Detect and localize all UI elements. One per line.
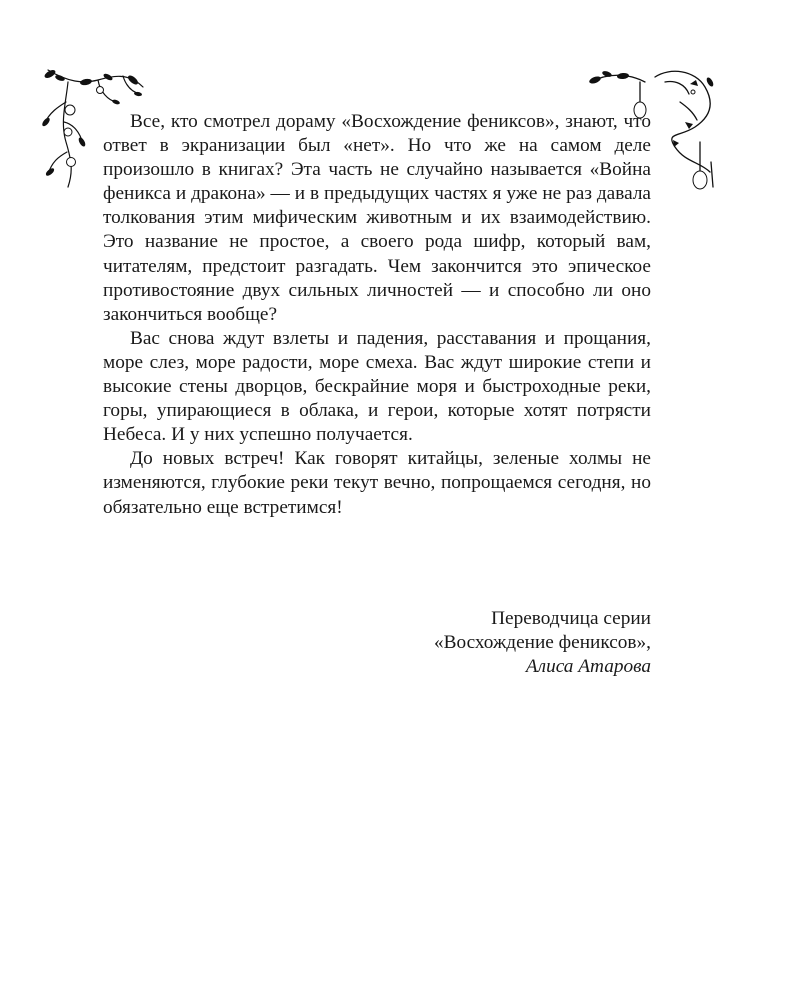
paragraph-3: До новых встреч! Как говорят китайцы, зеленые холмы не изменяются, глубокие реки текут вечно, попрощаемся сегодня, но обязательно еще встретимся! [103, 448, 651, 518]
signature-role: Переводчица серии [491, 608, 651, 629]
signature-series: «Восхождение фениксов», [433, 632, 651, 654]
paragraph-1: Все, кто смотрел дораму «Восхождение фениксов», знают, что ответ в экранизации был «нет». Но что же на самом деле произошло в книгах? Эта часть не случайно называется «Война феникса и дракона» — и в предыдущих частях я уже не раз давала толкования этим мифическим животным и их взаимодействию. Это название не простое, а своего рода шифр, который вам, читателям, предстоит разгадать. Чем закончится это эпическое противостояние двух сильных личностей — и способно ли оно закончиться вообще? [103, 111, 651, 325]
signature-block [103, 607, 651, 679]
paragraph-2: Вас снова ждут взлеты и падения, расставания и прощания, море слез, море радости, море смеха. Вас ждут широкие степи и высокие стены дворцов, бескрайние моря и быстроходные реки, горы, упирающиеся в облака, и герои, которые хотят потрясти Небеса. И у них успешно получается. [103, 327, 651, 446]
signature-name: Алиса Атарова [525, 656, 651, 678]
main-text [103, 110, 651, 520]
